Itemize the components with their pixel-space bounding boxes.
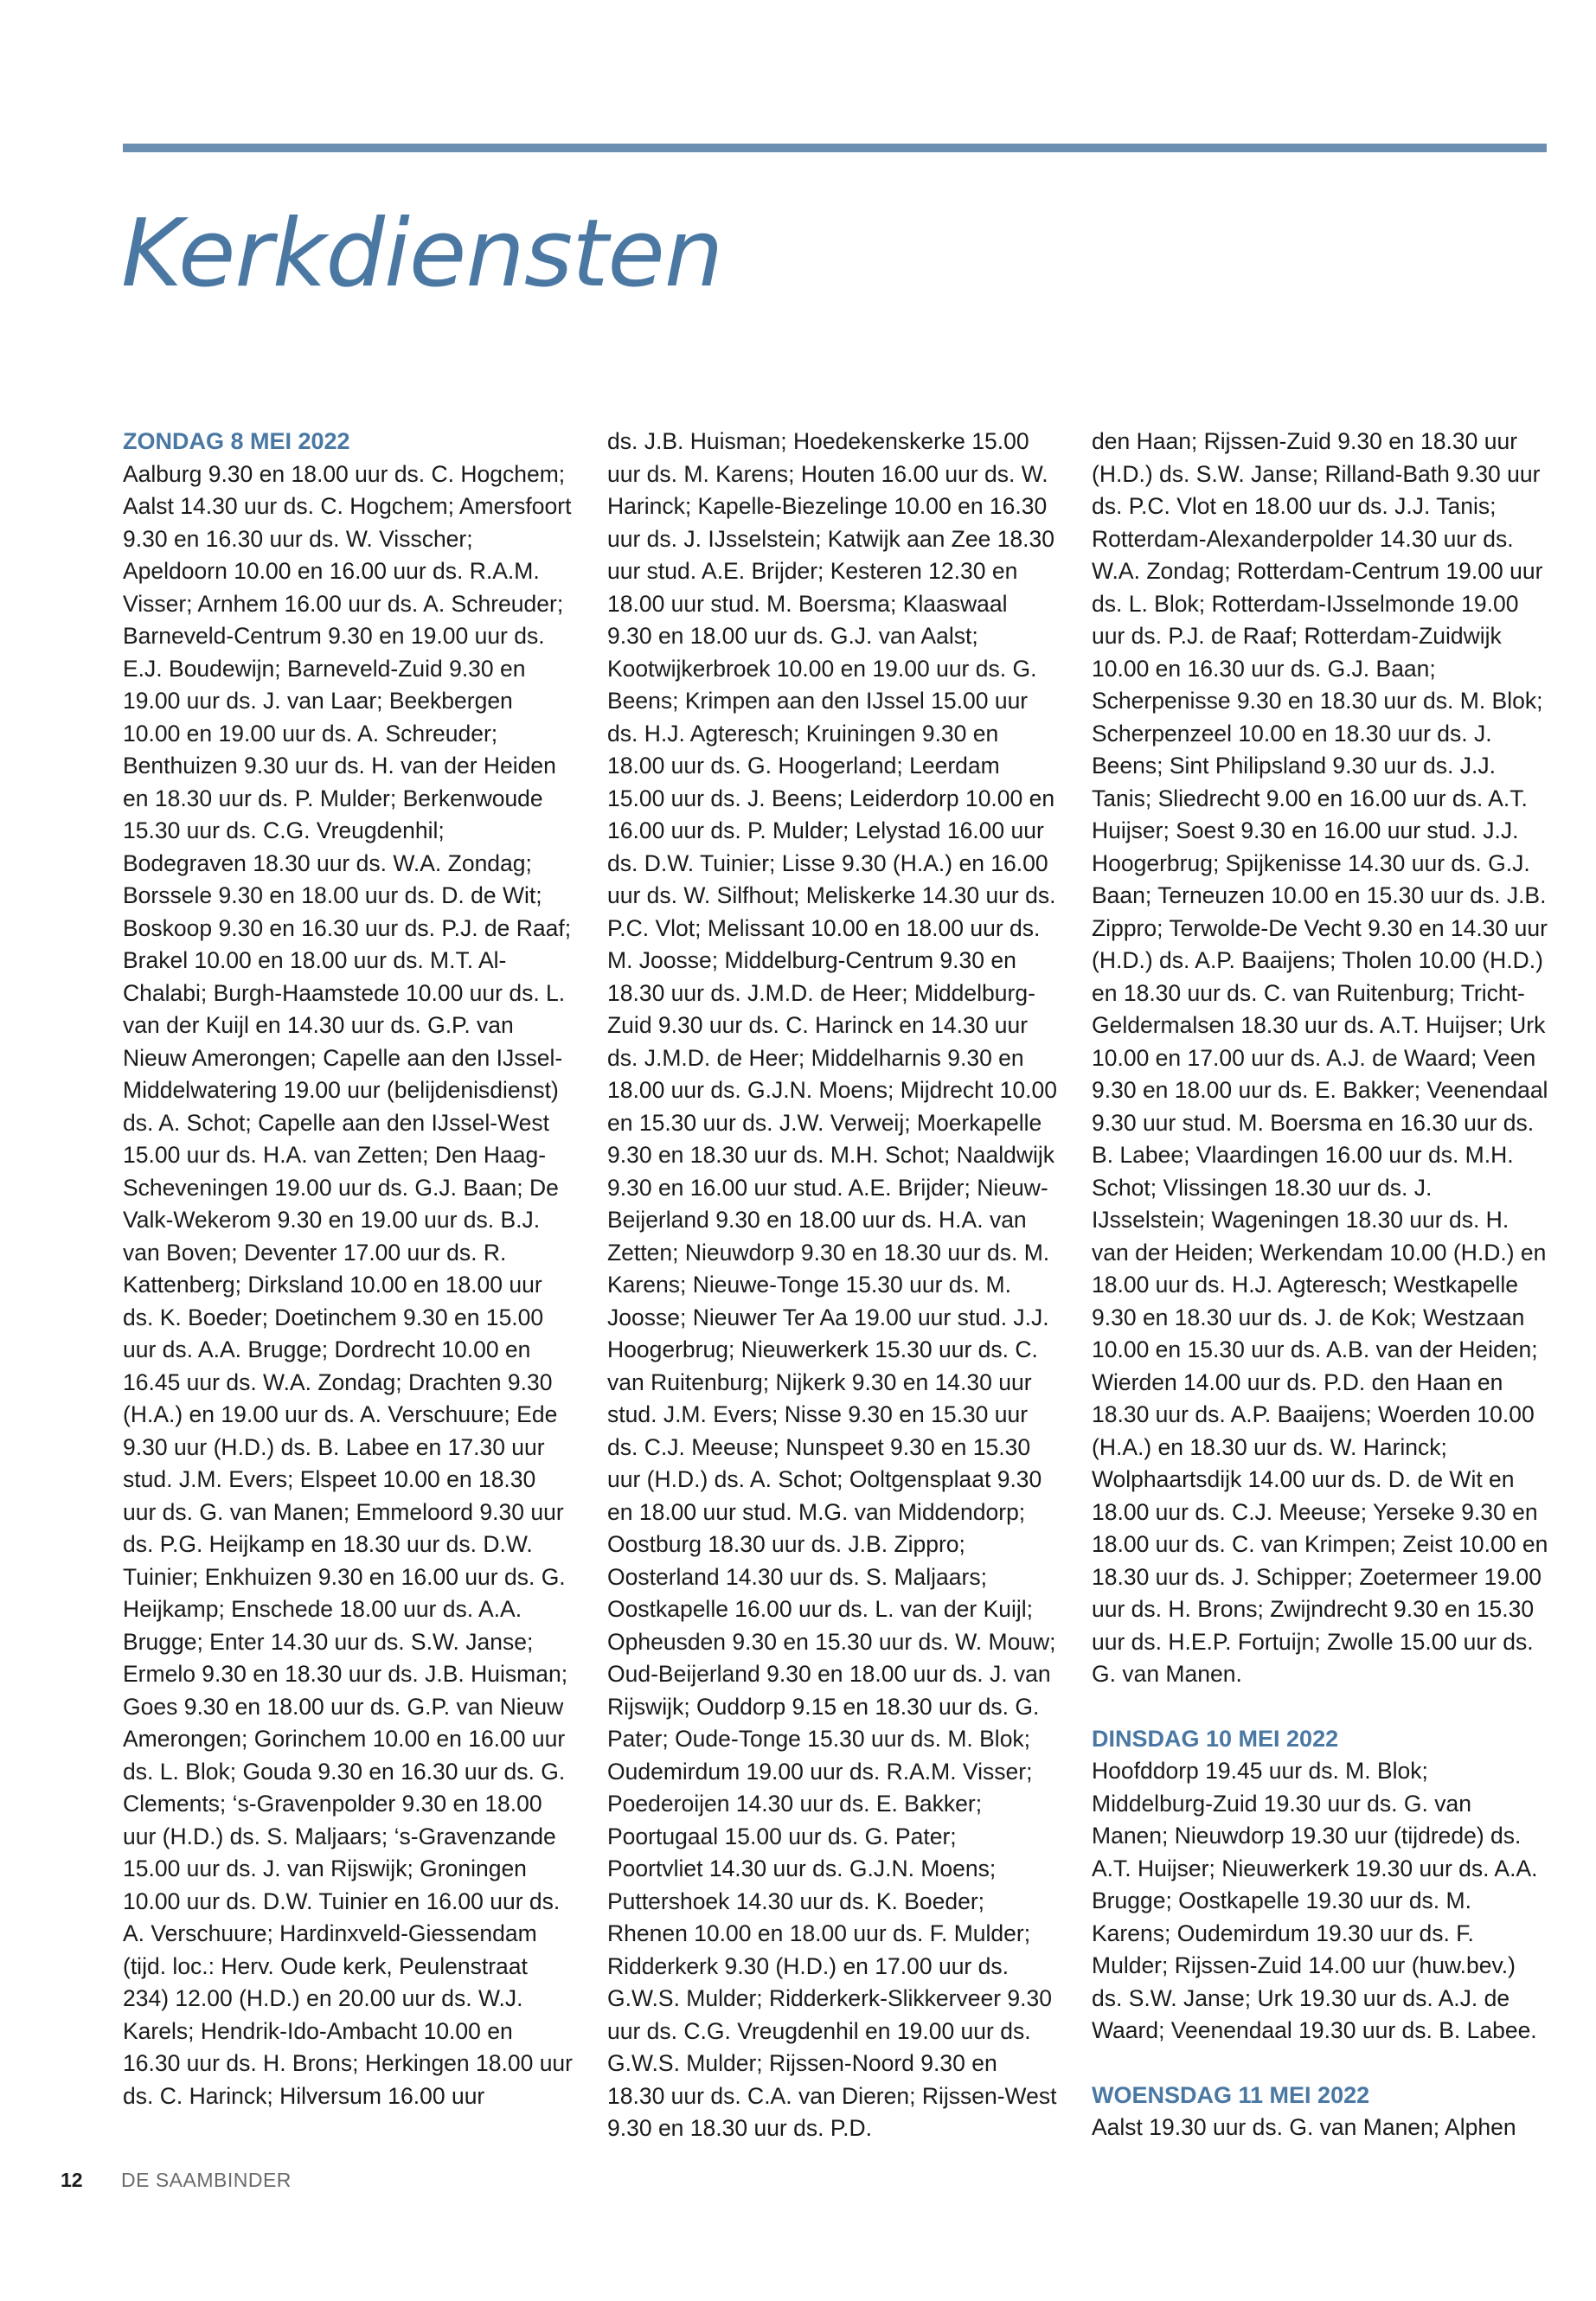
column-1 — [123, 426, 573, 2112]
services-tuesday: Hoofddorp 19.45 uur ds. M. Blok; Middelburg-Zuid 19.30 uur ds. G. van Manen; Nieuwdorp 19.30 uur (tijdrede) ds. A.T. Huijser; Nieuwerkerk 19.30 uur ds. A.A. Brugge; Oostkapelle 19.30 uur ds. M. Karens; Oudemirdum 19.30 uur ds. F. Mulder; Rijssen-Zuid 14.00 uur (huw.bev.) ds. S.W. Janse; Urk 19.30 uur ds. A.J. de Waard; Veenendaal 19.30 uur ds. B. Labee. — [1092, 1758, 1538, 2043]
services-sunday-part-1: Aalburg 9.30 en 18.00 uur ds. C. Hogchem; Aalst 14.30 uur ds. C. Hogchem; Amersfoort 9.30 en 16.30 uur ds. W. Visscher; Apeldoorn 10.00 en 16.00 uur ds. R.A.M. Visser; Arnhem 16.00 uur ds. A. Schreuder; Barneveld-Centrum 9.30 en 19.00 uur ds. E.J. Boudewijn; Barneveld-Zuid 9.30 en 19.00 uur ds. J. van Laar; Beekbergen 10.00 en 19.00 uur ds. A. Schreuder; Benthuizen 9.30 uur ds. H. van der Heiden en 18.30 uur ds. P. Mulder; Berkenwoude 15.30 uur ds. C.G. Vreugdenhil; Bodegraven 18.30 uur ds. W.A. Zondag; Borssele 9.30 en 18.00 uur ds. D. de Wit; Boskoop 9.30 en 16.30 uur ds. P.J. de Raaf; Brakel 10.00 en 18.00 uur ds. M.T. Al-Chalabi; Burgh-Haamstede 10.00 uur ds. L. van der Kuijl en 14.30 uur ds. G.P. van Nieuw Amerongen; Capelle aan den IJssel-Middelwatering 19.00 uur (belijdenisdienst) ds. A. Schot; Capelle aan den IJssel-West 15.00 uur ds. H.A. van Zetten; Den Haag-Scheveningen 19.00 uur ds. G.J. Baan; De Valk-Wekerom 9.30 en 19.00 uur ds. B.J. van Boven; Deventer 17.00 uur ds. R. Kattenberg; Dirksland 10.00 en 18.00 uur ds. K. Boeder; Doetinchem 9.30 en 15.00 uur ds. A.A. Brugge; Dordrecht 10.00 en 16.45 uur ds. W.A. Zondag; Drachten 9.30 (H.A.) en 19.00 uur ds. A. Verschuure; Ede 9.30 uur (H.D.) ds. B. Labee en 17.30 uur stud. J.M. Evers; Elspeet 10.00 en 18.30 uur ds. G. van Manen; Emmeloord 9.30 uur ds. P.G. Heijkamp en 18.30 uur ds. D.W. Tuinier; Enkhuizen 9.30 en 16.00 uur ds. G. Heijkamp; Enschede 18.00 uur ds. A.A. Brugge; Enter 14.30 uur ds. S.W. Janse; Ermelo 9.30 en 18.30 uur ds. J.B. Huisman; Goes 9.30 en 18.00 uur ds. G.P. van Nieuw Amerongen; Gorinchem 10.00 en 16.00 uur ds. L. Blok; Gouda 9.30 en 16.30 uur ds. G. Clements; ‘s-Gravenpolder 9.30 en 18.00 uur (H.D.) ds. S. Maljaars; ‘s-Gravenzande 15.00 uur ds. J. van Rijswijk; Groningen 10.00 uur ds. D.W. Tuinier en 16.00 uur ds. A. Verschuure; Hardinxveld-Giessendam (tijd. loc.: Herv. Oude kerk, Peulenstraat 234) 12.00 (H.D.) en 20.00 uur ds. W.J. Karels; Hendrik-Ido-Ambacht 10.00 en 16.30 uur ds. H. Brons; Herkingen 18.00 uur ds. C. Harinck; Hilversum 16.00 uur — [123, 460, 573, 2109]
page-footer — [61, 2167, 292, 2193]
top-rule — [123, 144, 1547, 152]
column-3 — [1092, 426, 1550, 2144]
page-number: 12 — [61, 2169, 83, 2191]
service-listings — [123, 426, 1550, 2173]
publication-name: DE SAAMBINDER — [120, 2169, 292, 2191]
services-wednesday: Aalst 19.30 uur ds. G. van Manen; Alphen — [1092, 2114, 1516, 2140]
day-heading-tuesday: DINSDAG 10 MEI 2022 — [1092, 1725, 1339, 1752]
day-heading-sunday: ZONDAG 8 MEI 2022 — [123, 428, 350, 454]
services-sunday-part-3: den Haan; Rijssen-Zuid 9.30 en 18.30 uur (H.D.) ds. S.W. Janse; Rilland-Bath 9.30 uur ds. P.C. Vlot en 18.00 uur ds. J.J. Tanis; Rotterdam-Alexanderpolder 14.30 uur ds. W.A. Zondag; Rotterdam-Centrum 19.00 uur ds. L. Blok; Rotterdam-IJsselmonde 19.00 uur ds. P.J. de Raaf; Rotterdam-Zuidwijk 10.00 en 16.30 uur ds. G.J. Baan; Scherpenisse 9.30 en 18.30 uur ds. M. Blok; Scherpenzeel 10.00 en 18.30 uur ds. J. Beens; Sint Philipsland 9.30 uur ds. J.J. Tanis; Sliedrecht 9.00 en 16.00 uur ds. A.T. Huijser; Soest 9.30 en 16.00 uur stud. J.J. Hoogerbrug; Spijkenisse 14.30 uur ds. G.J. Baan; Terneuzen 10.00 en 15.30 uur ds. J.B. Zippro; Terwolde-De Vecht 9.30 en 14.30 uur (H.D.) ds. A.P. Baaijens; Tholen 10.00 (H.D.) en 18.30 uur ds. C. van Ruitenburg; Tricht-Geldermalsen 18.30 uur ds. A.T. Huijser; Urk 10.00 en 17.00 uur ds. A.J. de Waard; Veen 9.30 en 18.00 uur ds. E. Bakker; Veenendaal 9.30 uur stud. M. Boersma en 16.30 uur ds. B. Labee; Vlaardingen 16.00 uur ds. M.H. Schot; Vlissingen 18.30 uur ds. J. IJsselstein; Wageningen 18.30 uur ds. H. van der Heiden; Werkendam 10.00 (H.D.) en 18.00 uur ds. H.J. Agteresch; Westkapelle 9.30 en 18.30 uur ds. J. de Kok; Westzaan 10.00 en 15.30 uur ds. A.B. van der Heiden; Wierden 14.00 uur ds. P.D. den Haan en 18.30 uur ds. A.P. Baaijens; Woerden 10.00 (H.A.) en 18.30 uur ds. W. Harinck; Wolphaartsdijk 14.00 uur ds. D. de Wit en 18.00 uur ds. C.J. Meeuse; Yerseke 9.30 en 18.00 uur ds. C. van Krimpen; Zeist 10.00 en 18.30 uur ds. J. Schipper; Zoetermeer 19.00 uur ds. H. Brons; Zwijndrecht 9.30 en 15.30 uur ds. H.E.P. Fortuijn; Zwolle 15.00 uur ds. G. van Manen. — [1092, 428, 1548, 1687]
column-2 — [607, 426, 1057, 2145]
page-title: Kerkdiensten — [121, 200, 723, 308]
day-heading-wednesday: WOENSDAG 11 MEI 2022 — [1092, 2081, 1370, 2108]
services-sunday-part-2: ds. J.B. Huisman; Hoedekenskerke 15.00 uur ds. M. Karens; Houten 16.00 uur ds. W. Harinck; Kapelle-Biezelinge 10.00 en 16.30 uur ds. J. IJsselstein; Katwijk aan Zee 18.30 uur stud. A.E. Brijder; Kesteren 12.30 en 18.00 uur stud. M. Boersma; Klaaswaal 9.30 en 18.00 uur ds. G.J. van Aalst; Kootwijkerbroek 10.00 en 19.00 uur ds. G. Beens; Krimpen aan den IJssel 15.00 uur ds. H.J. Agteresch; Kruiningen 9.30 en 18.00 uur ds. G. Hoogerland; Leerdam 15.00 uur ds. J. Beens; Leiderdorp 10.00 en 16.00 uur ds. P. Mulder; Lelystad 16.00 uur ds. D.W. Tuinier; Lisse 9.30 (H.A.) en 16.00 uur ds. W. Silfhout; Meliskerke 14.30 uur ds. P.C. Vlot; Melissant 10.00 en 18.00 uur ds. M. Joosse; Middelburg-Centrum 9.30 en 18.30 uur ds. J.M.D. de Heer; Middelburg-Zuid 9.30 uur ds. C. Harinck en 14.30 uur ds. J.M.D. de Heer; Middelharnis 9.30 en 18.00 uur ds. G.J.N. Moens; Mijdrecht 10.00 en 15.30 uur ds. J.W. Verweij; Moerkapelle 9.30 en 18.30 uur ds. M.H. Schot; Naaldwijk 9.30 en 16.00 uur stud. A.E. Brijder; Nieuw-Beijerland 9.30 en 18.00 uur ds. H.A. van Zetten; Nieuwdorp 9.30 en 18.30 uur ds. M. Karens; Nieuwe-Tonge 15.30 uur ds. M. Joosse; Nieuwer Ter Aa 19.00 uur stud. J.J. Hoogerbrug; Nieuwerkerk 15.30 uur ds. C. van Ruitenburg; Nijkerk 9.30 en 14.30 uur stud. J.M. Evers; Nisse 9.30 en 15.30 uur ds. C.J. Meeuse; Nunspeet 9.30 en 15.30 uur (H.D.) ds. A. Schot; Ooltgensplaat 9.30 en 18.00 uur stud. M.G. van Middendorp; Oostburg 18.30 uur ds. J.B. Zippro; Oosterland 14.30 uur ds. S. Maljaars; Oostkapelle 16.00 uur ds. L. van der Kuijl; Opheusden 9.30 en 15.30 uur ds. W. Mouw; Oud-Beijerland 9.30 en 18.00 uur ds. J. van Rijswijk; Ouddorp 9.15 en 18.30 uur ds. G. Pater; Oude-Tonge 15.30 uur ds. M. Blok; Oudemirdum 19.00 uur ds. R.A.M. Visser; Poederoijen 14.30 uur ds. E. Bakker; Poortugaal 15.00 uur ds. G. Pater; Poortvliet 14.30 uur ds. G.J.N. Moens; Puttershoek 14.30 uur ds. K. Boeder; Rhenen 10.00 en 18.00 uur ds. F. Mulder; Ridderkerk 9.30 (H.D.) en 17.00 uur ds. G.W.S. Mulder; Ridderkerk-Slikkerveer 9.30 uur ds. C.G. Vreugdenhil en 19.00 uur ds. G.W.S. Mulder; Rijssen-Noord 9.30 en 18.30 uur ds. C.A. van Dieren; Rijssen-West 9.30 en 18.30 uur ds. P.D. — [607, 428, 1057, 2141]
